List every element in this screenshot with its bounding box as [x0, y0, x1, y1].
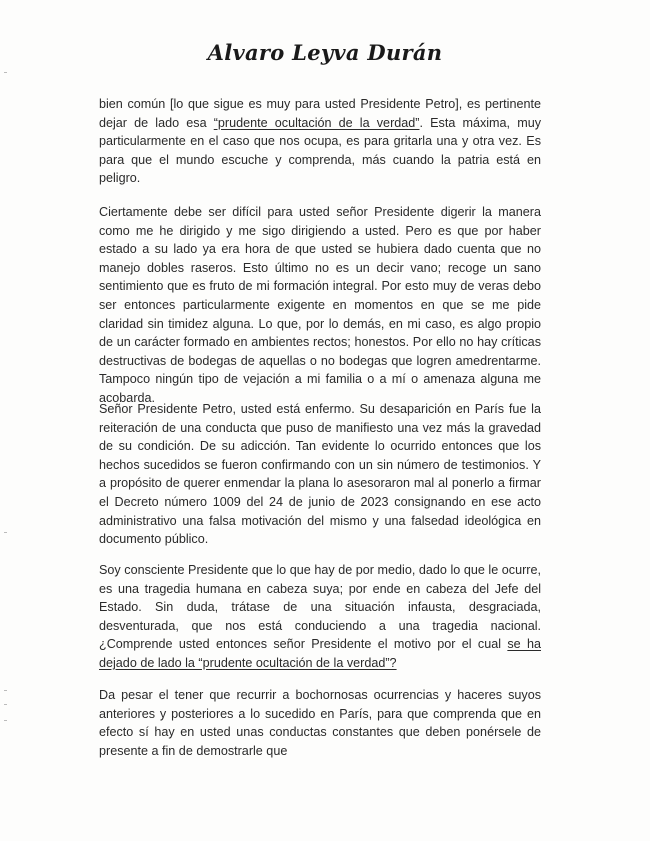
paragraph-4 [99, 561, 541, 673]
paragraph-1-underlined-quote: “prudente ocultación de la verdad” [213, 115, 420, 130]
paragraph-2: Ciertamente debe ser difícil para usted señor Presidente digerir la manera como me he dirigido y me sigo dirigiendo a usted. Pero es que por haber estado a su lado ya era hora de que usted se hubiera dado cuenta que no manejo dobles raseros. Esto último no es un decir vano; recoge un sano sentimiento que es fruto de mi formación integral. Por esto muy de veras debo ser entonces particularmente exigente en momentos en que se me pide claridad sin timidez alguna. Lo que, por lo demás, en mi caso, es algo propio de un carácter formado en ambientes rectos; honestos. Por ello no hay críticas destructivas de bodegas de aquellas o no bodegas que logren amedrentarme. Tampoco ningún tipo de vejación a mi familia o a mí o amenaza alguna me acobarda. [99, 205, 541, 405]
scan-margin-mark [4, 72, 7, 73]
paragraph-4-text-before: Soy consciente Presidente que lo que hay de por medio, dado lo que le ocurre, es una tragedia humana en cabeza suya; por ende en cabeza del Jefe del Estado. Sin duda, trátase de una situación infausta, desgraciada, desventurada, que nos está conduciendo a una tragedia nacional. ¿Comprende usted entonces señor Presidente el motivo por el cual [99, 563, 541, 652]
paragraph-3: Señor Presidente Petro, usted está enfermo. Su desaparición en París fue la reiteración de una conducta que puso de manifiesto una vez más la gravedad de su condición. De su adicción. Tan evidente lo ocurrido entonces que los hechos sucedidos se fueron confirmando con un sin número de testimonios. Y a propósito de querer enmendar la plana lo asesoraron mal al ponerlo a firmar el Decreto número 1009 del 24 de junio de 2023 consignando en ese acto administrativo una falsa motivación del mismo y una falsedad ideológica en documento público. [99, 402, 541, 547]
paragraph-4-underlined-quote: se ha dejado de lado la “prudente ocultación de la verdad”? [99, 637, 541, 670]
paragraph-1-text-after: . Esta máxima, muy particularmente en el caso que nos ocupa, es para gritarla una y otra vez. Es para que el mundo escuche y comprenda, más cuando la patria está en peligro. [99, 115, 541, 186]
scan-margin-mark [4, 532, 7, 533]
letterhead-name: Alvaro Leyva Durán [207, 40, 443, 65]
paragraph-1 [99, 95, 541, 188]
scan-margin-mark [4, 704, 7, 705]
scan-margin-mark [4, 720, 7, 721]
scan-margin-mark [4, 690, 7, 691]
paragraph-5: Da pesar el tener que recurrir a bochornosas ocurrencias y haceres suyos anteriores y posteriores a lo sucedido en París, para que comprenda que en efecto sí hay en usted unas conductas constantes que deben ponérsele de presente a fin de demostrarle que [99, 688, 541, 758]
paragraph-1-text-before: bien común [lo que sigue es muy para usted Presidente Petro], es pertinente dejar de lado esa [99, 97, 541, 130]
